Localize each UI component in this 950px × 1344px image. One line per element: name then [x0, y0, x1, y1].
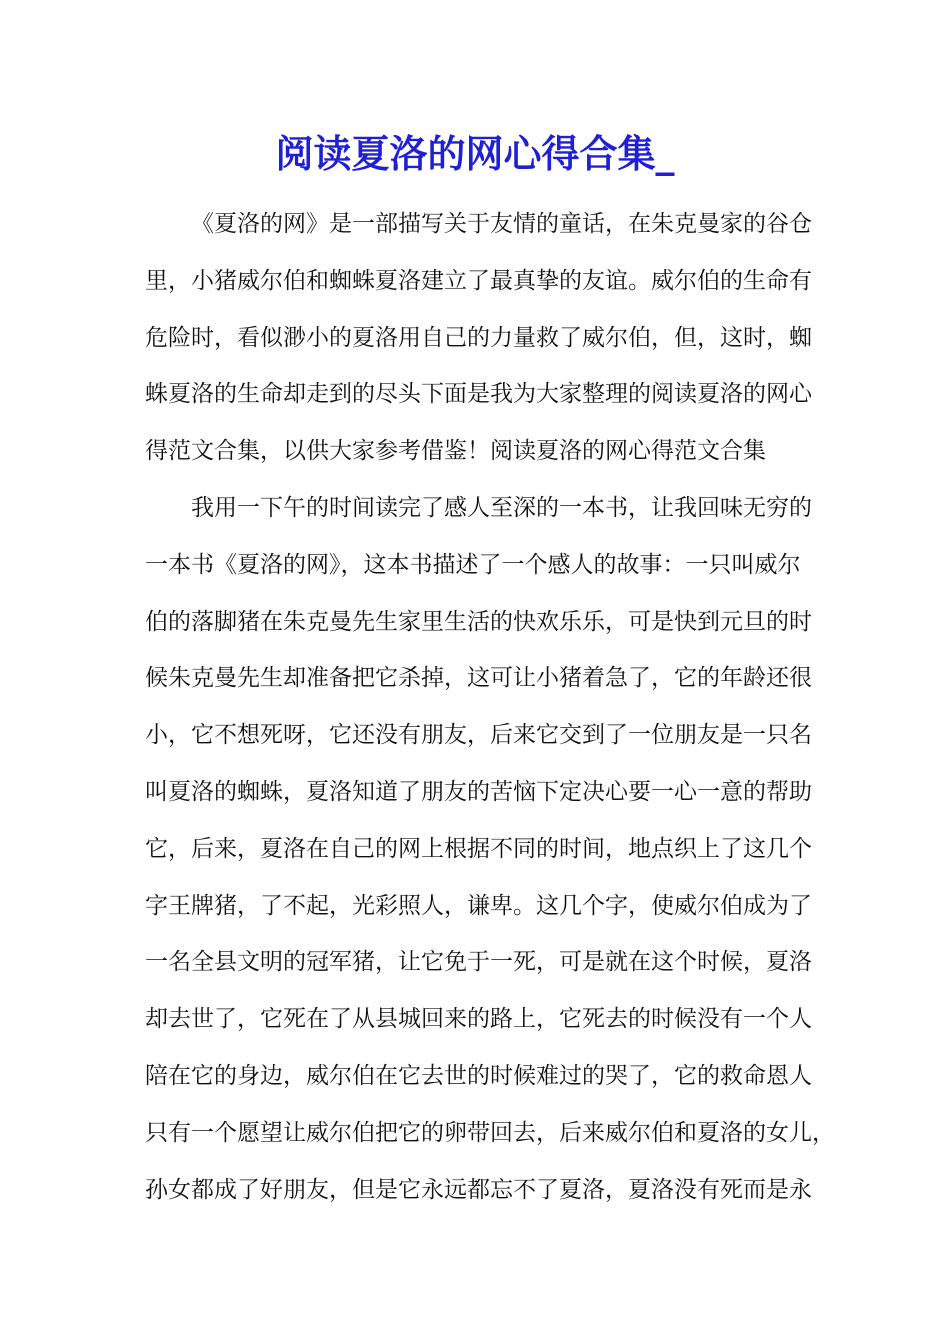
paragraph-line: 字王牌猪，了不起，光彩照人，谦卑。这几个字，使威尔伯成为了	[145, 892, 812, 919]
paragraph-line: 一名全县文明的冠军猪，让它免于一死，可是就在这个时候，夏洛	[145, 949, 812, 976]
paragraph-line: 我用一下午的时间读完了感人至深的一本书，让我回味无穷的	[191, 494, 812, 521]
paragraph-line: 叫夏洛的蜘蛛，夏洛知道了朋友的苦恼下定决心要一心一意的帮助	[145, 778, 812, 805]
document-body	[145, 196, 835, 1218]
paragraph-line: 却去世了，它死在了从县城回来的路上，它死去的时候没有一个人	[145, 1006, 812, 1033]
document-title: 阅读夏洛的网心得合集_	[275, 131, 675, 176]
paragraph-line: 伯的落脚猪在朱克曼先生家里生活的快欢乐乐，可是快到元旦的时	[145, 608, 812, 635]
paragraph-line: 一本书《夏洛的网》，这本书描述了一个感人的故事：一只叫威尔	[145, 551, 801, 578]
paragraph-line: 孙女都成了好朋友，但是它永远都忘不了夏洛，夏洛没有死而是永	[145, 1176, 812, 1203]
paragraph-line: 危险时，看似渺小的夏洛用自己的力量救了威尔伯，但，这时，蜘	[145, 324, 812, 351]
paragraph-line: 陪在它的身边，威尔伯在它去世的时候难过的哭了，它的救命恩人	[145, 1062, 812, 1089]
paragraph-line: 得范文合集，以供大家参考借鉴！阅读夏洛的网心得范文合集	[145, 438, 766, 465]
paragraph-line: 《夏洛的网》是一部描写关于友情的童话，在朱克曼家的谷仓	[191, 211, 812, 237]
paragraph-line: 蛛夏洛的生命却走到的尽头下面是我为大家整理的阅读夏洛的网心	[145, 381, 812, 408]
paragraph-line: 它，后来，夏洛在自己的网上根据不同的时间，地点织上了这几个	[145, 835, 812, 862]
paragraph-line: 只有一个愿望让威尔伯把它的卵带回去，后来威尔伯和夏洛的女儿，	[145, 1119, 835, 1146]
paragraph-line: 里，小猪威尔伯和蜘蛛夏洛建立了最真挚的友谊。威尔伯的生命有	[145, 267, 812, 294]
paragraph-line: 候朱克曼先生却准备把它杀掉，这可让小猪着急了，它的年龄还很	[145, 665, 812, 692]
paragraph-line: 小，它不想死呀，它还没有朋友，后来它交到了一位朋友是一只名	[145, 722, 812, 749]
